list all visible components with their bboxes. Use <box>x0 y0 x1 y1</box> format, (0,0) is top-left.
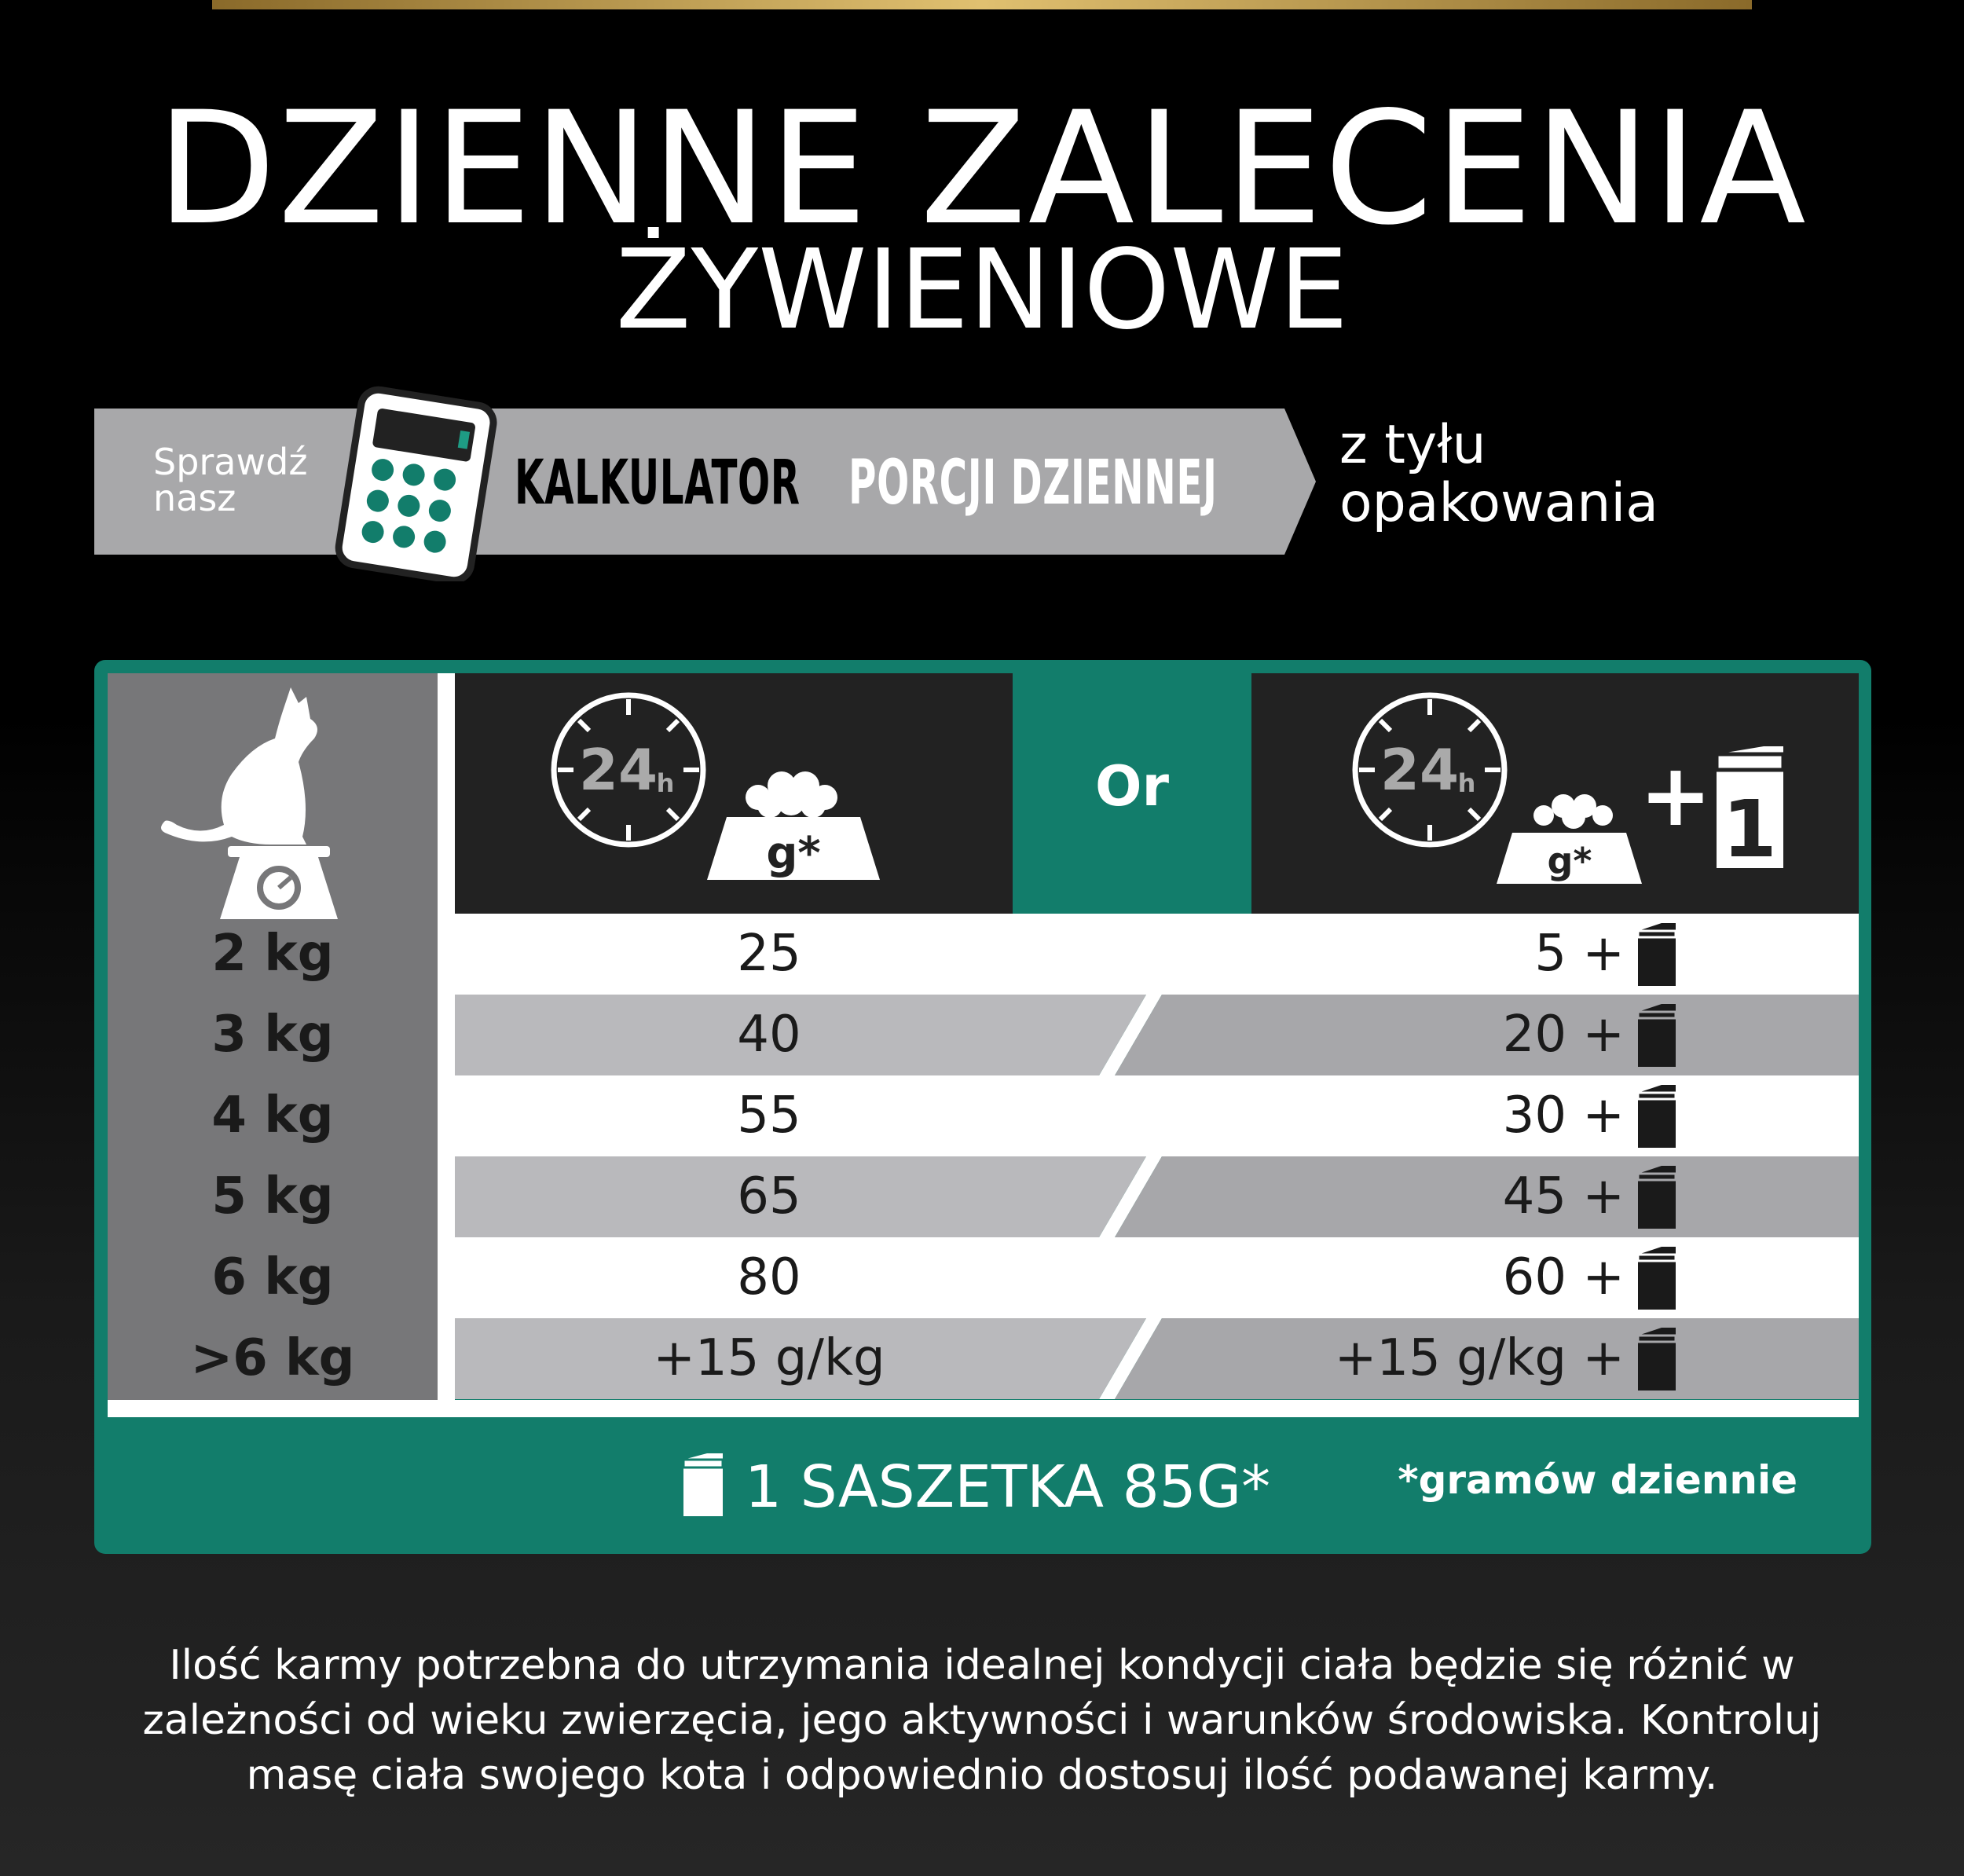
or-label: Or <box>1094 754 1170 819</box>
banner-kalkulator: KALKULATOR <box>515 448 801 518</box>
row-dry-only: 25 <box>737 925 801 983</box>
row-mixed: 45 + <box>1502 1167 1625 1226</box>
row-weight: 5 kg <box>211 1167 334 1226</box>
sachet-icon <box>1638 1247 1676 1310</box>
sachet-icon <box>1638 1166 1676 1229</box>
bowl-label-2: g* <box>1547 840 1592 882</box>
clock-unit-2: h <box>1457 768 1476 798</box>
calculator-icon <box>334 385 499 581</box>
sachet-icon <box>683 1453 723 1516</box>
header-icon-dry <box>546 691 884 896</box>
sachet-icon <box>1638 1004 1676 1067</box>
row-weight: 6 kg <box>211 1248 334 1306</box>
clock-unit: h <box>656 768 675 798</box>
bowl-label: g* <box>766 828 821 879</box>
sachet-icon <box>1638 1328 1676 1391</box>
row-dry-only: 80 <box>737 1248 801 1306</box>
banner-suffix-line2: opakowania <box>1339 472 1658 534</box>
row-mixed: 20 + <box>1502 1006 1625 1064</box>
footnote: *gramów dziennie <box>1398 1457 1797 1503</box>
clock-label-2: 24 <box>1380 737 1460 803</box>
disclaimer-line: Ilość karmy potrzebna do utrzymania idealnej kondycji ciała będzie się różnić w <box>169 1642 1795 1689</box>
row-dry-only: +15 g/kg <box>653 1329 885 1387</box>
banner-prefix: Sprawdź nasz <box>153 441 308 519</box>
column-separator <box>438 673 455 1400</box>
banner-porcji: PORCJI DZIENNEJ <box>848 448 1218 518</box>
page-title: DZIENNE ZALECENIA <box>156 78 1808 259</box>
page-subtitle: ŻYWIENIOWE <box>615 226 1349 354</box>
row-mixed: +15 g/kg + <box>1334 1329 1625 1387</box>
row-mixed: 30 + <box>1502 1086 1625 1145</box>
row-weight: 3 kg <box>211 1006 334 1064</box>
row-weight: 4 kg <box>211 1086 334 1145</box>
row-dry-only: 55 <box>737 1086 801 1145</box>
disclaimer <box>118 1638 1846 1803</box>
gold-divider <box>212 0 1752 9</box>
row-mixed: 60 + <box>1502 1248 1625 1306</box>
cat-on-scale-icon <box>153 680 350 923</box>
row-weight: 2 kg <box>211 925 334 983</box>
table-bottom-border <box>108 1400 1859 1417</box>
disclaimer-line: masę ciała swojego kota i odpowiednio dostosuj ilość podawanej karmy. <box>246 1752 1718 1799</box>
banner-suffix-line1: z tyłu <box>1339 414 1486 476</box>
sachet-label: 1 SASZETKA 85G* <box>745 1453 1271 1521</box>
banner-suffix <box>1339 416 1658 533</box>
clock-label: 24 <box>578 737 658 803</box>
sachet-icon <box>1638 1085 1676 1148</box>
row-dry-only: 40 <box>737 1006 801 1064</box>
row-dry-only: 65 <box>737 1167 801 1226</box>
disclaimer-line: zależności od wieku zwierzęcia, jego aktywności i warunków środowiska. Kontroluj <box>142 1697 1822 1744</box>
sachet-count: 1 <box>1722 783 1777 875</box>
sachet-icon <box>1638 923 1676 986</box>
header-icon-mixed <box>1347 691 1787 896</box>
row-weight: >6 kg <box>190 1329 355 1387</box>
row-mixed: 5 + <box>1534 925 1625 983</box>
plus-sign: + <box>1639 745 1713 845</box>
